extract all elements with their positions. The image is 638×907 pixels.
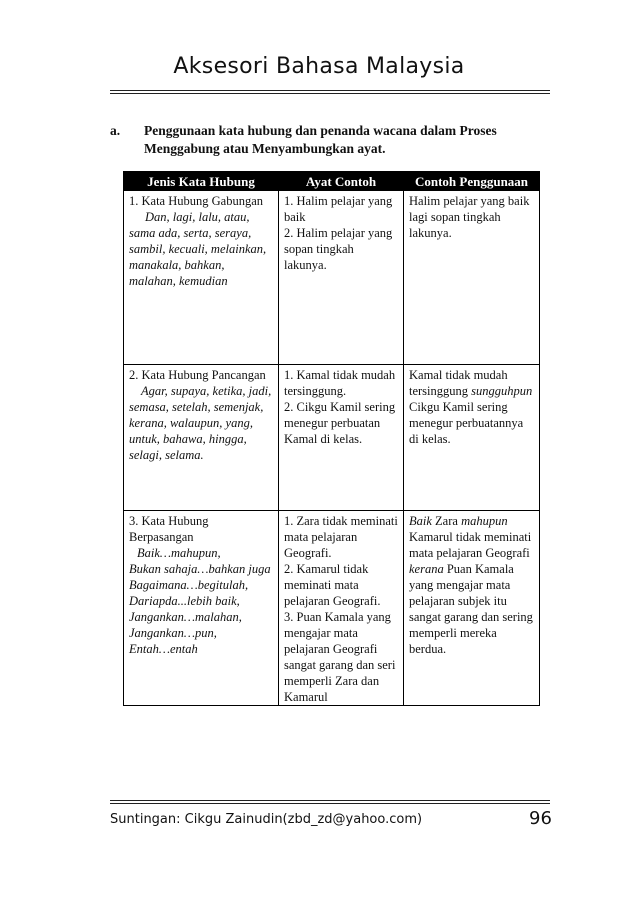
ayat-cell: 1. Zara tidak meminati mata pelajaran Geografi. 2. Kamarul tidak meminati mata pelajaran Geografi. 3. Puan Kamala yang mengajar mata pelajaran Geografi sangat garang dan seri memperli Zara dan Kamarul [279,511,404,706]
contoh-text-run: Kamal tidak mudah tersinggung [409,368,508,398]
jenis-examples: Dan, lagi, lalu, atau, sama ada, serta, seraya, sambil, kecuali, melainkan, manakala, bahkan, malahan, kemudian [129,210,267,288]
table-header-row [124,172,540,191]
jenis-examples: Agar, supaya, ketika, jadi, semasa, setelah, semenjak, kerana, walaupun, yang, untuk, bahawa, hingga, selagi, selama. [129,384,272,462]
jenis-title: 1. Kata Hubung Gabungan [129,194,263,208]
ayat-cell: 1. Halim pelajar yang baik 2. Halim pelajar yang sopan tingkah lakunya. [279,191,404,365]
table-row [124,191,540,365]
column-header-ayat: Ayat Contoh [279,172,404,191]
contoh-text-run: sungguhpun [471,384,533,398]
column-header-jenis: Jenis Kata Hubung [124,172,279,191]
contoh-text-run: Cikgu Kamil sering menegur perbuatannya di kelas. [409,400,524,446]
contoh-text-run: Halim pelajar yang baik lagi sopan tingkah lakunya. [409,194,530,240]
jenis-cell [124,365,279,511]
jenis-title: 3. Kata Hubung Berpasangan [129,514,209,544]
section-marker: a. [110,123,121,138]
footer-credit: Suntingan: Cikgu Zainudin(zbd_zd@yahoo.com) [110,812,423,827]
page-header-title: Aksesori Bahasa Malaysia [173,54,465,79]
conjunction-table [123,171,540,706]
contoh-cell [404,191,540,365]
column-header-contoh: Contoh Penggunaan [404,172,540,191]
contoh-text-run: Kamarul tidak meminati mata pelajaran Geografi [409,530,532,560]
jenis-cell [124,511,279,706]
contoh-cell [404,511,540,706]
contoh-text-run: Puan Kamala yang mengajar mata pelajaran subjek itu sangat garang dan sering memperli mereka berdua. [409,562,533,656]
contoh-text-run: kerana [409,562,444,576]
page-number: 96 [529,808,552,829]
contoh-text-run: Zara [431,514,462,528]
section-title: Penggunaan kata hubung dan penanda wacana dalam Proses Menggabung atau Menyambungkan ayat. [144,123,497,156]
table-row [124,511,540,706]
table-row [124,365,540,511]
header-divider [110,90,550,94]
jenis-title: 2. Kata Hubung Pancangan [129,368,266,382]
jenis-examples: Baik…mahupun, Bukan sahaja…bahkan juga Bagaimana…begitulah, Dariapda...lebih baik, Jangankan…malahan, Jangankan…pun, Entah…entah [129,546,271,656]
footer-divider [110,800,550,804]
contoh-text-run: Baik [409,514,432,528]
contoh-text-run: mahupun [461,514,508,528]
contoh-cell [404,365,540,511]
jenis-cell [124,191,279,365]
ayat-cell: 1. Kamal tidak mudah tersinggung. 2. Cikgu Kamil sering menegur perbuatan Kamal di kelas. [279,365,404,511]
